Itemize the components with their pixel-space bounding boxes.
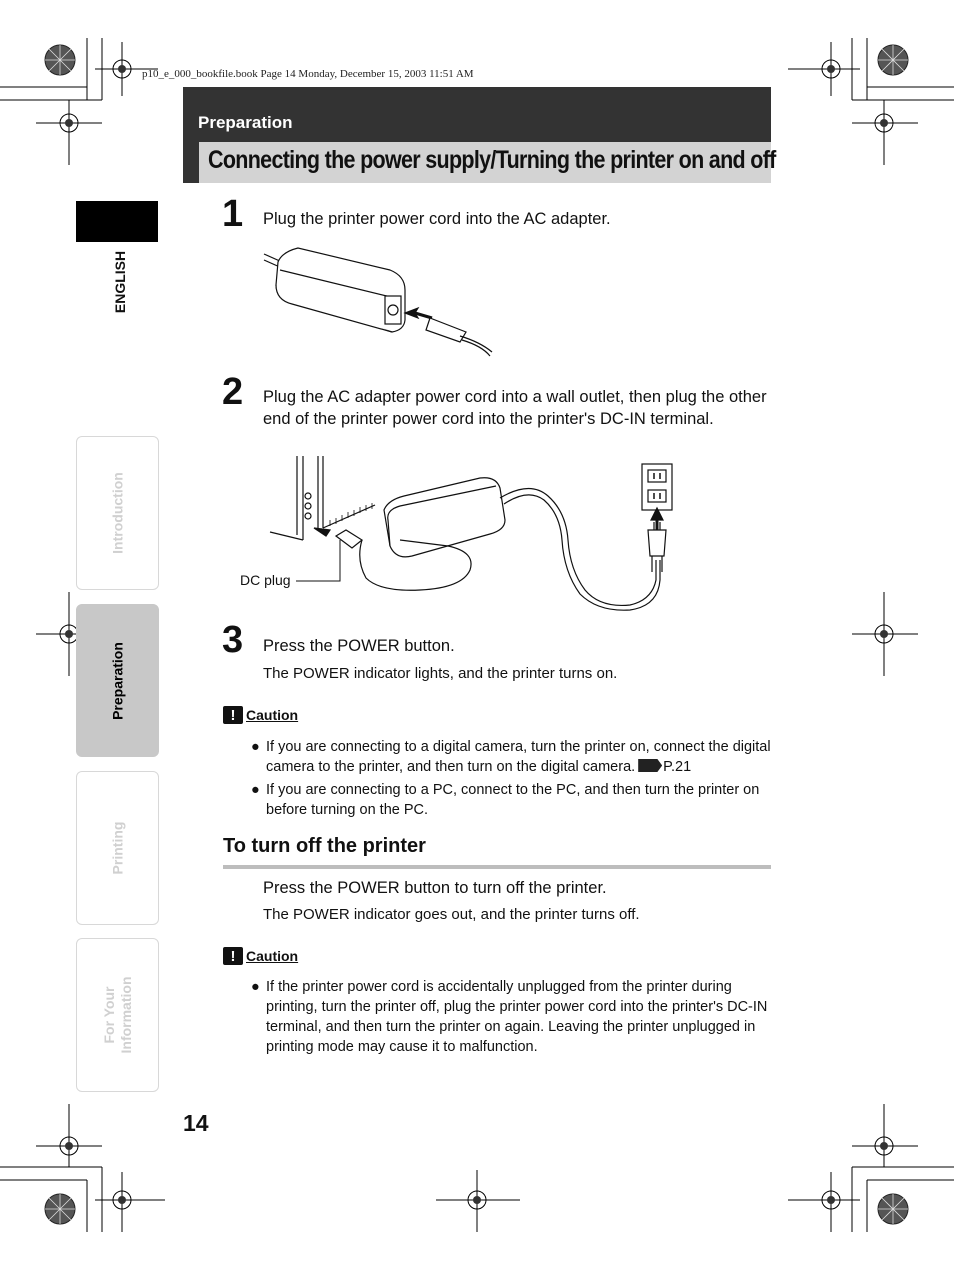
caution-heading (223, 947, 298, 965)
bullet-text: If the printer power cord is accidentally unplugged from the printer during printing, turn the printer off, plug the printer power cord into the printer's DC-IN terminal, and then turn the printer on again. Leaving the printer unplugged in printing mode may cause it to malfunction. (266, 979, 768, 1055)
step-2-text: Plug the AC adapter power cord into a wall outlet, then plug the other end of the printer power cord into the printer's DC-IN terminal. (263, 388, 767, 428)
tab-label: Preparation (109, 641, 125, 720)
page-reference-icon (638, 759, 662, 772)
caution-label: Caution (246, 948, 299, 964)
caution-label: Caution (246, 707, 299, 723)
caution-icon: ! (223, 947, 243, 965)
bullet-icon: ● (251, 739, 260, 755)
tab-label: Introduction (109, 472, 125, 554)
page-number: 14 (183, 1110, 209, 1136)
language-label: ENGLISH (112, 250, 128, 314)
step-1-text: Plug the printer power cord into the AC adapter. (263, 210, 611, 228)
bullet-text: If you are connecting to a digital camera, turn the printer on, connect the digital camera to the printer, and then turn on the digital camera. (266, 739, 771, 775)
step-3-number: 3 (222, 619, 244, 661)
step-3-detail: The POWER indicator lights, and the printer turns on. (263, 665, 618, 682)
bullet-icon: ● (251, 979, 260, 995)
page-reference[interactable]: P.21 (663, 759, 692, 775)
caution-heading (223, 706, 298, 724)
caution-bullet (251, 737, 771, 777)
page-title: Connecting the power supply/Turning the printer on and off (208, 146, 776, 174)
turn-off-text: Press the POWER button to turn off the printer. (263, 879, 607, 897)
bullet-text: If you are connecting to a PC, connect to the PC, and then turn the printer on before turning on the PC. (266, 782, 760, 818)
dc-plug-label: DC plug (240, 572, 291, 588)
bullet-icon: ● (251, 782, 260, 798)
step-3-text: Press the POWER button. (263, 637, 455, 655)
step-1-number: 1 (222, 193, 244, 235)
caution-bullet (251, 977, 771, 1057)
step-2-number: 2 (222, 371, 244, 413)
caution-bullet (251, 780, 771, 820)
turn-off-detail: The POWER indicator goes out, and the printer turns off. (263, 906, 640, 923)
turn-off-heading: To turn off the printer (223, 835, 426, 857)
tab-label: Printing (109, 821, 125, 875)
section-label: Preparation (198, 113, 293, 132)
caution-icon: ! (223, 706, 243, 724)
file-info-line: p10_e_000_bookfile.book Page 14 Monday, December 15, 2003 11:51 AM (142, 68, 474, 80)
tab-label: For Your Information (100, 976, 134, 1054)
heading-rule (223, 865, 771, 869)
